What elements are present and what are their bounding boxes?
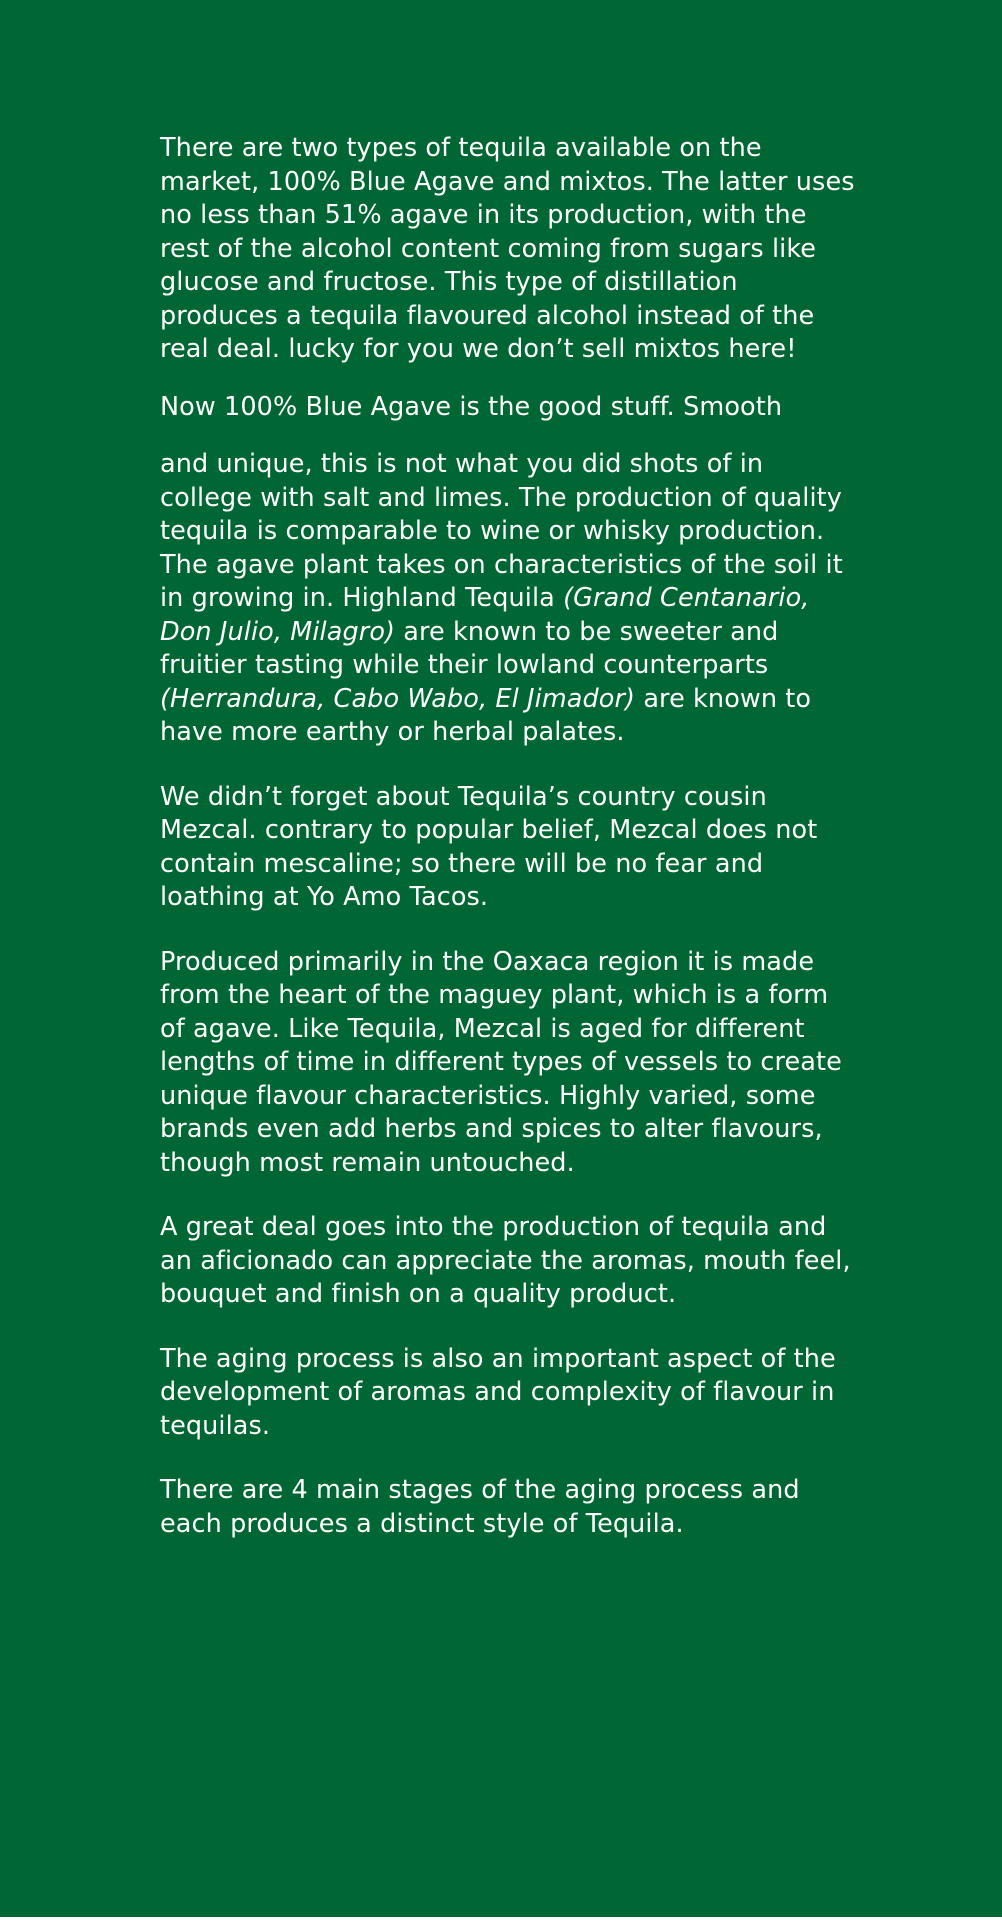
paragraph-aging-stages: There are 4 main stages of the aging process and each produces a distinct style of Tequila. [160,1475,800,1539]
lowland-brands-italic: (Herrandura, Cabo Wabo, El Jimador) [160,683,636,714]
text-segment: are known to be sweeter and fruitier tasting while their lowland counterparts [160,616,779,680]
paragraph-aficionado: A great deal goes into the production of tequila and an aficionado can appreciate the aromas, mouth feel, bouquet and finish on a quality product. [160,1212,851,1309]
paragraph-mezcal-intro: We didn’t forget about Tequila’s country cousin Mezcal. contrary to popular belief, Mezcal does not contain mescaline; so there will be no fear and loathing at Yo Amo Tacos. [160,781,818,912]
paragraph-tequila-types: There are two types of tequila available on the market, 100% Blue Agave and mixtos. The latter uses no less than 51% agave in its production, with the rest of the alcohol content coming from sugars like glucose and fructose. This type of distillation produces a tequila flavoured alcohol instead of the real deal. lucky for you we don’t sell mixtos here! [160,133,855,364]
paragraph-mezcal-production: Produced primarily in the Oaxaca region it is made from the heart of the maguey plant, which is a form of agave. Like Tequila, Mezcal is aged for different lengths of time in different types of vessels to create unique flavour characteristics. Highly varied, some brands even add herbs and spices to alter flavours, though most remain untouched. [160,946,842,1178]
paragraph-blue-agave-details [160,448,860,750]
article-body [160,132,860,1541]
paragraph-blue-agave-intro: Now 100% Blue Agave is the good stuff. Smooth [160,391,783,422]
text-segment: are known to have more earthy or herbal palates. [160,683,812,747]
highland-brands-italic: (Grand Centanario, Don Julio, Milagro) [160,583,810,647]
paragraph-aging-importance: The aging process is also an important aspect of the development of aromas and complexity of flavour in tequilas. [160,1343,836,1441]
text-segment: and unique, this is not what you did shots of in college with salt and limes. The production of quality tequila is comparable to wine or whisky production. The agave plant takes on characteristics of the soil it in growing in. Highland Tequila [160,449,843,613]
